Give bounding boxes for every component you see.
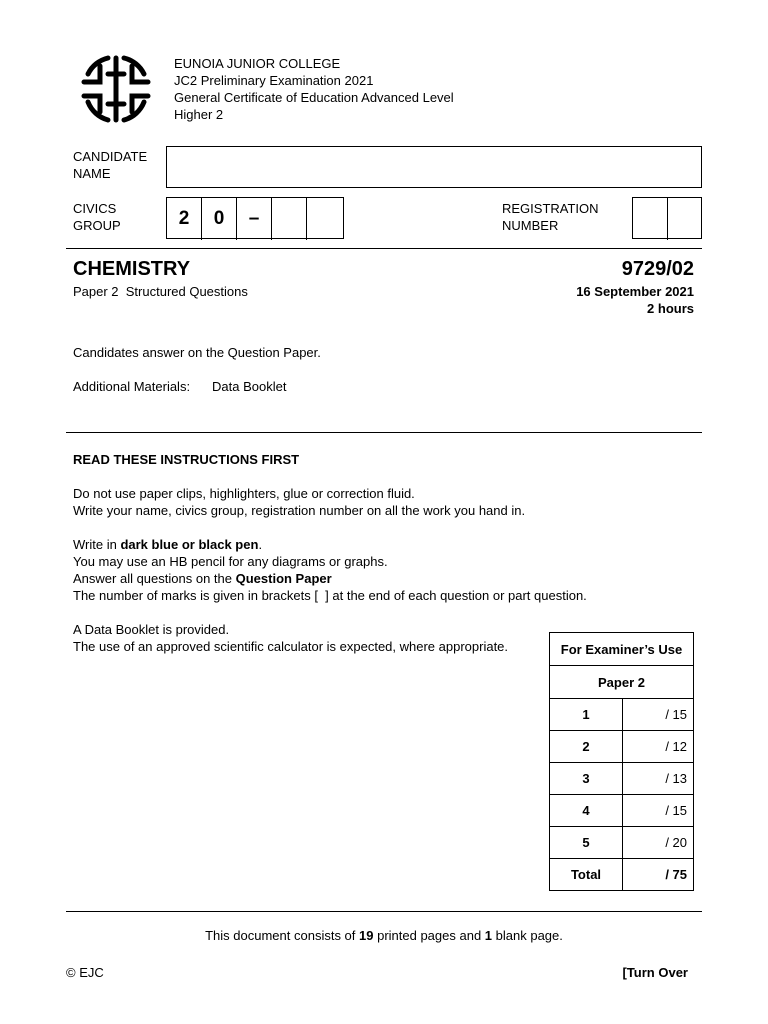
civics-cell: – — [237, 198, 272, 240]
turn-over: [Turn Over — [622, 965, 688, 980]
instruction-line: Do not use paper clips, highlighters, glue or correction fluid. — [73, 486, 415, 501]
total-label: Total — [550, 859, 623, 891]
table-row — [550, 859, 694, 891]
instruction-text: Write in — [73, 537, 121, 552]
instruction-line: A Data Booklet is provided. — [73, 622, 230, 637]
footer-text: printed pages and — [373, 928, 485, 943]
additional-materials-label: Additional Materials: — [73, 379, 191, 394]
instruction-emphasis: Question Paper — [235, 571, 332, 586]
instructions-heading: READ THESE INSTRUCTIONS FIRST — [73, 452, 300, 467]
table-row — [550, 699, 694, 731]
instruction-text: . — [258, 537, 263, 552]
footer-text: This document consists of — [205, 928, 360, 943]
instruction-line: The number of marks is given in brackets [ ] at the end of each question or part question. — [73, 588, 587, 603]
question-marks: / 20 — [623, 827, 694, 859]
registration-label-line1: REGISTRATION — [502, 201, 599, 216]
instruction-emphasis: dark blue or black pen — [120, 537, 259, 552]
instruction-line — [73, 536, 262, 553]
divider — [66, 248, 702, 249]
candidate-label-line1: CANDIDATE — [73, 149, 148, 164]
table-row — [550, 795, 694, 827]
total-marks: / 75 — [623, 859, 694, 891]
civics-label-line1: CIVICS — [73, 201, 117, 216]
candidate-name-field[interactable] — [166, 146, 702, 188]
instruction-line: Write your name, civics group, registration number on all the work you hand in. — [73, 503, 526, 518]
exam-date: 16 September 2021 — [576, 284, 694, 299]
civics-group-label — [73, 200, 121, 234]
registration-number-field[interactable] — [632, 197, 702, 239]
question-number: 5 — [550, 827, 623, 859]
footer-text: blank page. — [492, 928, 563, 943]
civics-group-field[interactable] — [166, 197, 344, 239]
blank-pages-count: 1 — [484, 928, 493, 943]
question-number: 1 — [550, 699, 623, 731]
answer-on-text: Candidates answer on the Question Paper. — [73, 345, 321, 360]
question-marks: / 12 — [623, 731, 694, 763]
question-number: 2 — [550, 731, 623, 763]
registration-cell[interactable] — [633, 198, 668, 240]
table-row — [550, 731, 694, 763]
question-marks: / 13 — [623, 763, 694, 795]
subject-title: CHEMISTRY — [73, 258, 191, 280]
divider — [66, 911, 702, 912]
civics-label-line2: GROUP — [73, 218, 121, 233]
instruction-line — [73, 570, 332, 587]
question-number: 4 — [550, 795, 623, 827]
copyright: © EJC — [66, 965, 104, 980]
candidate-label-line2: NAME — [73, 166, 111, 181]
college-logo — [78, 52, 154, 126]
question-marks: / 15 — [623, 699, 694, 731]
paper-description: Paper 2 Structured Questions — [73, 284, 248, 299]
page-count-note — [0, 928, 768, 943]
candidate-name-label — [73, 148, 147, 182]
level-name: Higher 2 — [174, 107, 224, 122]
civics-cell[interactable] — [272, 198, 307, 240]
additional-materials-value: Data Booklet — [212, 379, 287, 394]
question-number: 3 — [550, 763, 623, 795]
civics-cell[interactable] — [307, 198, 342, 240]
registration-label-line2: NUMBER — [502, 218, 559, 233]
instruction-text: Answer all questions on the — [73, 571, 236, 586]
instruction-line: You may use an HB pencil for any diagrams or graphs. — [73, 554, 388, 569]
syllabus-code: 9729/02 — [621, 258, 694, 280]
examiner-table-title: For Examiner’s Use — [550, 633, 694, 666]
instruction-line: The use of an approved scientific calculator is expected, where appropriate. — [73, 639, 509, 654]
school-name: EUNOIA JUNIOR COLLEGE — [174, 56, 341, 71]
printed-pages-count: 19 — [359, 928, 374, 943]
registration-label — [502, 200, 599, 234]
civics-cell: 2 — [167, 198, 202, 240]
school-header — [174, 55, 454, 123]
civics-cell: 0 — [202, 198, 237, 240]
exam-duration: 2 hours — [647, 301, 694, 316]
examiner-table — [549, 632, 694, 891]
examiner-table-paper: Paper 2 — [550, 666, 694, 699]
certificate-name: General Certificate of Education Advanced Level — [174, 90, 454, 105]
table-row — [550, 763, 694, 795]
divider — [66, 432, 702, 433]
exam-name: JC2 Preliminary Examination 2021 — [174, 73, 374, 88]
table-row — [550, 827, 694, 859]
question-marks: / 15 — [623, 795, 694, 827]
